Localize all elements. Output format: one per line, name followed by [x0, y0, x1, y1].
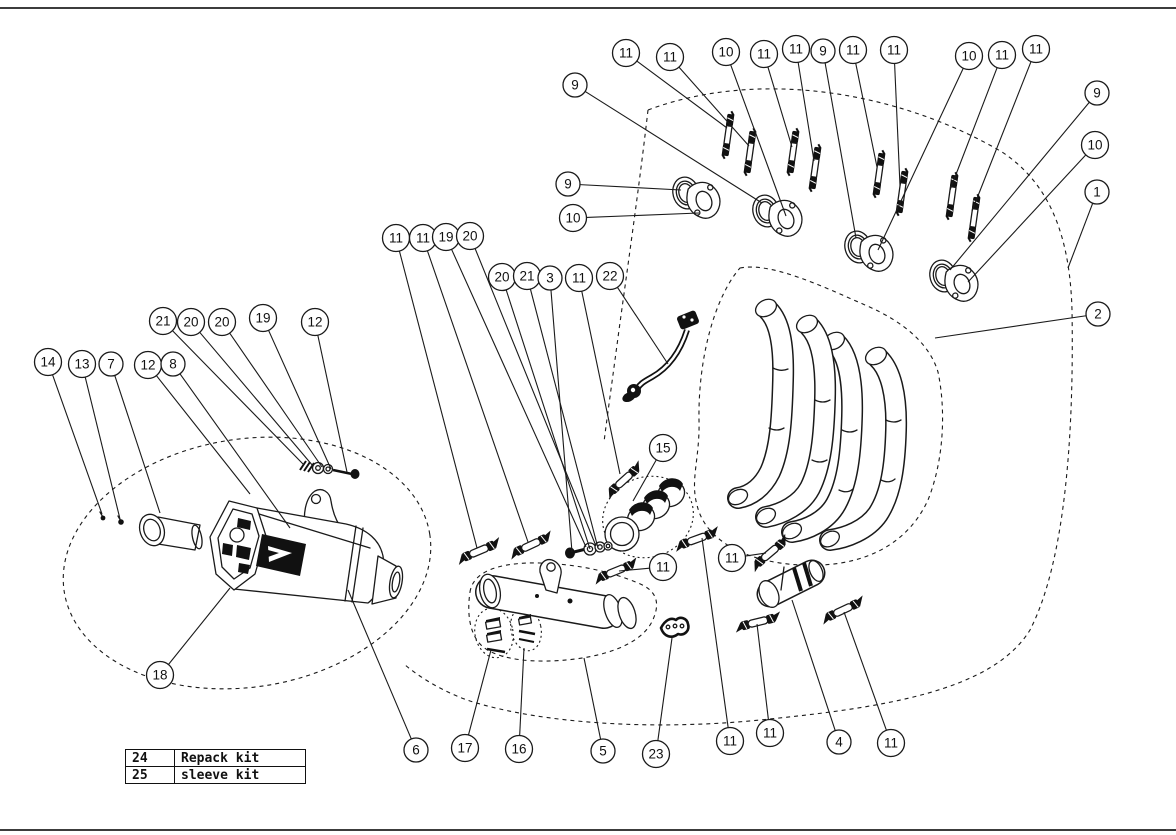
callout-11 — [881, 37, 908, 187]
lambda-sensor-cable-drawing — [621, 310, 700, 404]
muffler-outlet — [372, 556, 405, 604]
muffler-inlet-cap-part7 — [136, 511, 204, 550]
leader-line — [844, 612, 886, 730]
callout-number: 11 — [762, 725, 778, 741]
callout-5 — [584, 658, 615, 763]
callout-number: 12 — [140, 357, 156, 373]
leader-line — [200, 332, 313, 466]
callout-number: 11 — [662, 49, 678, 65]
callout-number: 11 — [618, 45, 634, 61]
callout-number: 10 — [565, 210, 581, 226]
leader-line — [935, 316, 1086, 338]
callout-number: 11 — [571, 270, 587, 286]
clamp-kit-drawing-1 — [486, 617, 505, 652]
leader-line — [230, 333, 322, 467]
leader-line — [950, 102, 1089, 270]
leader-line — [530, 289, 598, 548]
callout-number: 10 — [718, 44, 734, 60]
leader-line — [53, 375, 102, 514]
leader-line — [731, 65, 786, 216]
callout-number: 2 — [1094, 306, 1102, 322]
callout-18 — [147, 588, 231, 689]
callout-6 — [348, 590, 428, 762]
leader-line — [468, 650, 491, 735]
leader-line — [156, 376, 250, 494]
leader-line — [348, 590, 411, 739]
callout-number: 21 — [155, 313, 171, 329]
callout-number: 6 — [412, 742, 420, 758]
callout-10 — [560, 205, 700, 232]
callout-2 — [935, 302, 1110, 338]
callout-1 — [1068, 180, 1109, 268]
leader-line — [452, 249, 586, 547]
callout-number: 10 — [961, 48, 977, 64]
gasket-drawing — [661, 618, 688, 637]
callout-number: 11 — [1028, 41, 1044, 57]
callout-11 — [840, 37, 878, 168]
header-pipe-1 — [726, 296, 783, 508]
leader-line — [506, 290, 590, 549]
leader-line — [950, 68, 997, 190]
leader-line — [475, 249, 596, 546]
muffler-assembly-drawing — [100, 461, 405, 604]
callout-11 — [783, 36, 815, 162]
callout-number: 1 — [1093, 184, 1101, 200]
callout-number: 18 — [152, 667, 168, 683]
mid-pipe-drawing — [755, 559, 826, 611]
leader-line — [115, 375, 160, 513]
leader-line — [972, 62, 1031, 211]
callout-number: 4 — [835, 734, 843, 750]
callout-number: 11 — [788, 41, 804, 57]
callout-number: 3 — [546, 270, 554, 286]
callout-number: 20 — [214, 314, 230, 330]
callout-4 — [792, 600, 851, 754]
callout-10 — [713, 39, 787, 217]
bracket-bolt-washers — [300, 461, 360, 479]
leader-line — [399, 251, 477, 548]
callout-11 — [844, 612, 905, 757]
callout-number: 11 — [883, 735, 899, 751]
callout-number: 23 — [648, 746, 664, 762]
callout-number: 9 — [564, 176, 572, 192]
callout-11 — [757, 624, 784, 747]
callout-number: 14 — [40, 354, 56, 370]
callout-3 — [538, 266, 572, 552]
callout-number: 20 — [462, 228, 478, 244]
callout-11 — [566, 265, 621, 475]
legend-part-label: Repack kit — [175, 750, 306, 767]
leader-line — [798, 62, 814, 161]
callout-number: 17 — [457, 740, 473, 756]
callout-number: 19 — [438, 229, 454, 245]
callout-number: 9 — [819, 43, 827, 59]
header-pipes-drawing — [726, 296, 901, 550]
leader-line — [878, 68, 963, 250]
callout-number: 15 — [655, 440, 671, 456]
callout-23 — [643, 638, 673, 768]
leader-line — [895, 63, 900, 186]
legend-table — [125, 749, 306, 784]
leader-line — [617, 287, 668, 364]
callout-number: 7 — [107, 356, 115, 372]
callout-12 — [135, 352, 251, 495]
callout-9 — [563, 73, 762, 203]
exhaust-flanges-drawing — [669, 174, 981, 304]
callout-number: 20 — [183, 314, 199, 330]
leader-line — [168, 588, 230, 664]
leader-line — [551, 290, 572, 552]
callout-number: 16 — [511, 741, 527, 757]
leader-line — [825, 63, 856, 238]
leader-line — [679, 67, 749, 146]
callout-20 — [209, 309, 323, 468]
callout-number: 12 — [307, 314, 323, 330]
callout-number: 22 — [602, 268, 618, 284]
legend-row-sleeve-kit — [126, 767, 306, 784]
callout-16 — [506, 648, 533, 763]
callout-number: 11 — [655, 559, 671, 575]
leader-line — [968, 155, 1086, 282]
callout-number: 11 — [724, 550, 740, 566]
callout-8 — [161, 352, 290, 528]
callout-9 — [556, 172, 681, 196]
leader-line — [856, 63, 877, 167]
callout-number: 11 — [388, 230, 404, 246]
callout-number: 21 — [519, 268, 535, 284]
callout-number: 9 — [1093, 85, 1101, 101]
callout-10 — [968, 132, 1109, 283]
legend-part-label: sleeve kit — [175, 767, 306, 784]
callout-number: 19 — [255, 310, 271, 326]
leader-line — [427, 251, 528, 542]
leader-line — [586, 213, 699, 217]
leader-line — [172, 331, 303, 464]
leader-line — [757, 624, 768, 720]
callout-number: 10 — [1087, 137, 1103, 153]
leader-line — [520, 648, 524, 736]
callout-number: 11 — [756, 46, 772, 62]
legend-row-repack-kit — [126, 750, 306, 767]
leader-line — [318, 335, 347, 472]
callout-number: 11 — [415, 230, 431, 246]
callout-number: 8 — [169, 356, 177, 372]
legend-part-number: 24 — [126, 750, 175, 767]
clamp-kit-drawing-2 — [519, 614, 535, 642]
callout-21 — [514, 263, 599, 549]
callout-number: 20 — [494, 269, 510, 285]
callout-number: 11 — [722, 733, 738, 749]
leader-line — [580, 185, 681, 190]
callout-20 — [178, 309, 314, 467]
legend-part-number: 25 — [126, 767, 175, 784]
callouts-layer — [35, 36, 1111, 768]
leader-line — [582, 291, 620, 474]
callout-number: 11 — [886, 42, 902, 58]
leader-line — [1068, 203, 1093, 268]
leader-line — [584, 658, 601, 739]
callout-number: 11 — [845, 42, 861, 58]
callout-9 — [811, 39, 856, 238]
callout-number: 9 — [571, 77, 579, 93]
callout-number: 11 — [994, 47, 1010, 63]
leader-line — [768, 67, 792, 147]
callout-number: 13 — [74, 356, 90, 372]
callout-22 — [597, 263, 669, 365]
callout-number: 5 — [599, 743, 607, 759]
